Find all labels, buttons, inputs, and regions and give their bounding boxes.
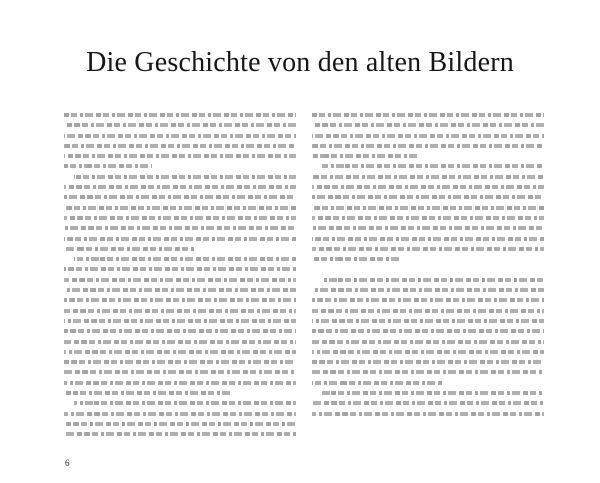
text-line — [312, 131, 544, 141]
text-line — [312, 337, 544, 347]
page-number: 6 — [65, 458, 70, 468]
text-line-ink — [312, 401, 544, 405]
text-line — [64, 203, 296, 213]
text-line-ink — [64, 195, 296, 199]
text-line — [312, 110, 544, 120]
text-line-ink — [312, 175, 544, 179]
text-line-ink — [312, 154, 419, 158]
text-line-ink — [64, 329, 296, 333]
text-line — [64, 347, 296, 357]
text-line-ink — [64, 206, 296, 210]
text-line-ink — [312, 185, 544, 189]
text-line-ink — [312, 226, 544, 230]
text-line-ink — [312, 329, 544, 333]
text-line-ink — [312, 257, 400, 261]
text-line-ink — [312, 350, 544, 354]
text-line — [64, 192, 296, 202]
text-line-ink — [312, 247, 544, 251]
text-line — [64, 161, 296, 171]
text-line-ink — [64, 432, 296, 436]
text-line — [64, 316, 296, 326]
text-line-ink — [312, 123, 544, 127]
text-line — [64, 275, 296, 285]
text-line-ink — [312, 360, 544, 364]
text-line — [312, 120, 544, 130]
text-line — [64, 254, 296, 264]
text-line — [64, 378, 296, 388]
text-line — [64, 409, 296, 419]
text-line — [312, 151, 544, 161]
text-line-ink — [312, 206, 544, 210]
text-line — [312, 161, 544, 171]
text-line-ink — [64, 267, 296, 271]
text-line-ink — [312, 144, 544, 148]
text-line — [64, 388, 296, 398]
text-line-ink — [312, 370, 544, 374]
text-line-ink — [64, 381, 296, 385]
text-line — [312, 141, 544, 151]
text-line — [64, 326, 296, 336]
text-line — [312, 347, 544, 357]
text-line — [64, 151, 296, 161]
text-line — [312, 398, 544, 408]
text-line — [312, 306, 544, 316]
text-line — [312, 234, 544, 244]
text-line — [312, 357, 544, 367]
text-line — [312, 264, 544, 274]
text-line-ink — [64, 422, 296, 426]
text-line-ink — [64, 154, 296, 158]
text-line-ink — [312, 381, 442, 385]
text-line — [312, 388, 544, 398]
text-line — [64, 337, 296, 347]
text-line-ink — [64, 113, 296, 117]
text-line — [64, 419, 296, 429]
text-line-ink — [64, 288, 296, 292]
page-heading: Die Geschichte von den alten Bildern — [86, 47, 514, 78]
text-line — [312, 326, 544, 336]
text-line — [64, 285, 296, 295]
text-line — [64, 110, 296, 120]
text-line-ink — [312, 216, 544, 220]
text-line — [64, 429, 296, 439]
text-line-ink — [312, 237, 544, 241]
text-line-ink — [312, 412, 544, 416]
text-line-ink — [74, 175, 296, 179]
text-line-ink — [312, 288, 544, 292]
text-line — [64, 367, 296, 377]
text-line — [312, 316, 544, 326]
text-line-ink — [64, 298, 296, 302]
text-line — [64, 357, 296, 367]
text-line-ink — [74, 401, 296, 405]
text-line-ink — [64, 216, 296, 220]
text-line-ink — [64, 134, 296, 138]
text-line-ink — [64, 185, 296, 189]
text-line-ink — [322, 164, 544, 168]
text-line-ink — [312, 298, 544, 302]
text-line — [312, 192, 544, 202]
text-line-ink — [64, 412, 296, 416]
text-line-ink — [322, 278, 544, 282]
text-line — [312, 295, 544, 305]
text-line — [64, 141, 296, 151]
text-line — [64, 120, 296, 130]
text-line-ink — [64, 237, 296, 241]
text-line — [312, 223, 544, 233]
text-line — [312, 285, 544, 295]
text-line — [64, 213, 296, 223]
text-line — [312, 378, 544, 388]
text-line — [312, 213, 544, 223]
text-line-ink — [64, 164, 152, 168]
text-line-ink — [322, 391, 544, 395]
text-line-ink — [312, 134, 544, 138]
text-line-ink — [312, 195, 544, 199]
text-line — [312, 172, 544, 182]
text-line-ink — [64, 340, 296, 344]
text-line-ink — [64, 360, 296, 364]
text-line — [64, 295, 296, 305]
text-line — [64, 306, 296, 316]
text-line — [64, 172, 296, 182]
text-line — [64, 182, 296, 192]
text-line — [312, 203, 544, 213]
text-line — [312, 182, 544, 192]
text-line — [312, 367, 544, 377]
text-line — [312, 254, 544, 264]
text-line-ink — [312, 309, 544, 313]
text-line-ink — [64, 350, 296, 354]
text-column-left — [64, 110, 296, 440]
text-line — [64, 131, 296, 141]
text-line-ink — [312, 340, 544, 344]
text-line — [64, 223, 296, 233]
text-line-ink — [312, 113, 544, 117]
text-line-ink — [64, 370, 296, 374]
text-line-ink — [64, 391, 231, 395]
text-line — [64, 398, 296, 408]
text-line — [312, 244, 544, 254]
text-line-ink — [312, 319, 544, 323]
text-line-ink — [74, 257, 296, 261]
text-line — [312, 409, 544, 419]
text-line — [312, 275, 544, 285]
text-line-ink — [64, 247, 194, 251]
text-column-right — [312, 110, 544, 419]
text-line-ink — [64, 278, 296, 282]
text-line — [64, 234, 296, 244]
text-line-ink — [64, 319, 296, 323]
text-line-ink — [64, 226, 296, 230]
text-line — [64, 264, 296, 274]
text-line — [64, 244, 296, 254]
text-line-ink — [64, 123, 296, 127]
text-line-ink — [64, 144, 296, 148]
text-line-ink — [64, 309, 296, 313]
